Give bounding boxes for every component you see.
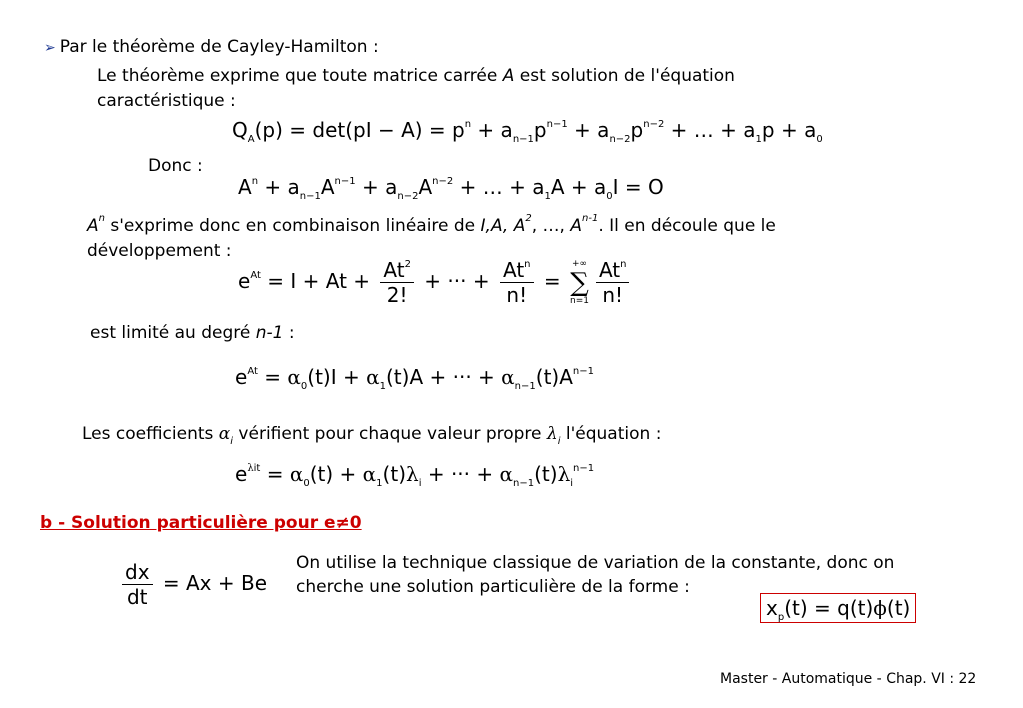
sum-symbol: +∞ ∑ n=1	[569, 258, 589, 306]
eq-characteristic-polynomial: $Q_A(p) = \det(pI - A) = p^n + a_{n-1}p^{n-1} + a_{n-2}p^{n-2}$ + … + $a_1p + a_0$	[232, 118, 823, 145]
technique-line-1: On utilise la technique classique de variation de la constante, donc on	[296, 553, 895, 573]
limit-text-a: est limité au degré	[90, 323, 256, 343]
slide-footer: Master - Automatique - Chap. VI : 22	[720, 671, 977, 687]
section-b-title: b - Solution particulière pour e≠0	[40, 513, 362, 533]
coef-lambda-index: i	[557, 436, 561, 447]
particular-solution-frame: $x_p(t) = q(t)\phi(t)$	[760, 593, 916, 623]
fraction-at2: $\frac{At^2}{2!}$	[380, 258, 414, 307]
limit-line	[90, 322, 295, 344]
an-dots: , …,	[531, 216, 571, 236]
intro-matrix-a: A	[502, 66, 515, 86]
technique-line-2: cherche une solution particulière de la forme :	[296, 577, 690, 597]
bullet-text: Par le théorème de Cayley-Hamilton :	[59, 37, 379, 57]
an-text-b: . Il en découle que le	[598, 216, 776, 236]
fraction-atn: $\frac{At^n}{n!}$	[500, 258, 534, 307]
eq-state-equation: $\frac{dx}{dt}$ = Ax + Be	[118, 560, 267, 609]
coefficients-line	[82, 423, 661, 445]
eq-particular-solution-box	[760, 596, 916, 623]
intro-line-2: caractéristique :	[97, 91, 236, 111]
eq-exponential-series: $e^{At} = I + At$ + $\frac{At^2}{2!}$ + ··· + $\frac{At^n}{n!}$ = +∞ ∑ n=1 $\frac{At^n}{n!}$	[238, 258, 633, 307]
eq-cayley-hamilton: $A^n + a_{n-1}A^{n-1} + a_{n-2}A^{n-2}$ + … + $a_1A + a_0I = O$	[238, 175, 664, 202]
arrow-bullet-icon: ➢	[44, 40, 56, 56]
coef-lambda: λ	[546, 424, 558, 444]
coef-text-a: Les coefficients	[82, 424, 219, 444]
eq-exponential-truncated: $e^{At} = \alpha_0(t)I + \alpha_1(t)A$ + ··· + $\alpha_{n-1}(t)A^{n-1}$	[235, 365, 594, 392]
bullet-heading	[44, 36, 379, 59]
coef-text-c: l'équation :	[560, 424, 662, 444]
fraction-dxdt: $\frac{dx}{dt}$	[122, 560, 153, 609]
coef-alpha: α	[218, 424, 231, 444]
an-line-2: développement :	[87, 241, 232, 261]
fraction-sum-term: $\frac{At^n}{n!}$	[596, 258, 630, 307]
an-text-a: s'exprime donc en combinaison linéaire de	[104, 216, 481, 236]
an-list: I,A, A	[480, 216, 526, 236]
intro-line-1	[97, 65, 735, 87]
eq-eigenvalue: $e^{\lambda it} = \alpha_0(t) + \alpha_1(t)\lambda_i$ + ··· + $\alpha_{n-1}(t)\lambda_i^{n-1}$	[235, 462, 595, 489]
an-exponent-two: 2	[525, 213, 532, 224]
intro-text-c: est solution de l'équation	[514, 66, 735, 86]
intro-text-a: Le théorème exprime que toute matrice carrée	[97, 66, 503, 86]
limit-text-c: :	[283, 323, 295, 343]
an-exponent: n	[98, 213, 105, 224]
coef-alpha-index: i	[230, 436, 234, 447]
donc-label: Donc :	[148, 156, 203, 176]
coef-text-b: vérifient pour chaque valeur propre	[233, 424, 547, 444]
an-exponent-last: n-1	[582, 213, 599, 224]
an-line-1	[87, 215, 776, 237]
limit-degree: n-1	[255, 323, 284, 343]
an-matrix-last: A	[570, 216, 582, 236]
an-matrix: A	[87, 216, 99, 236]
